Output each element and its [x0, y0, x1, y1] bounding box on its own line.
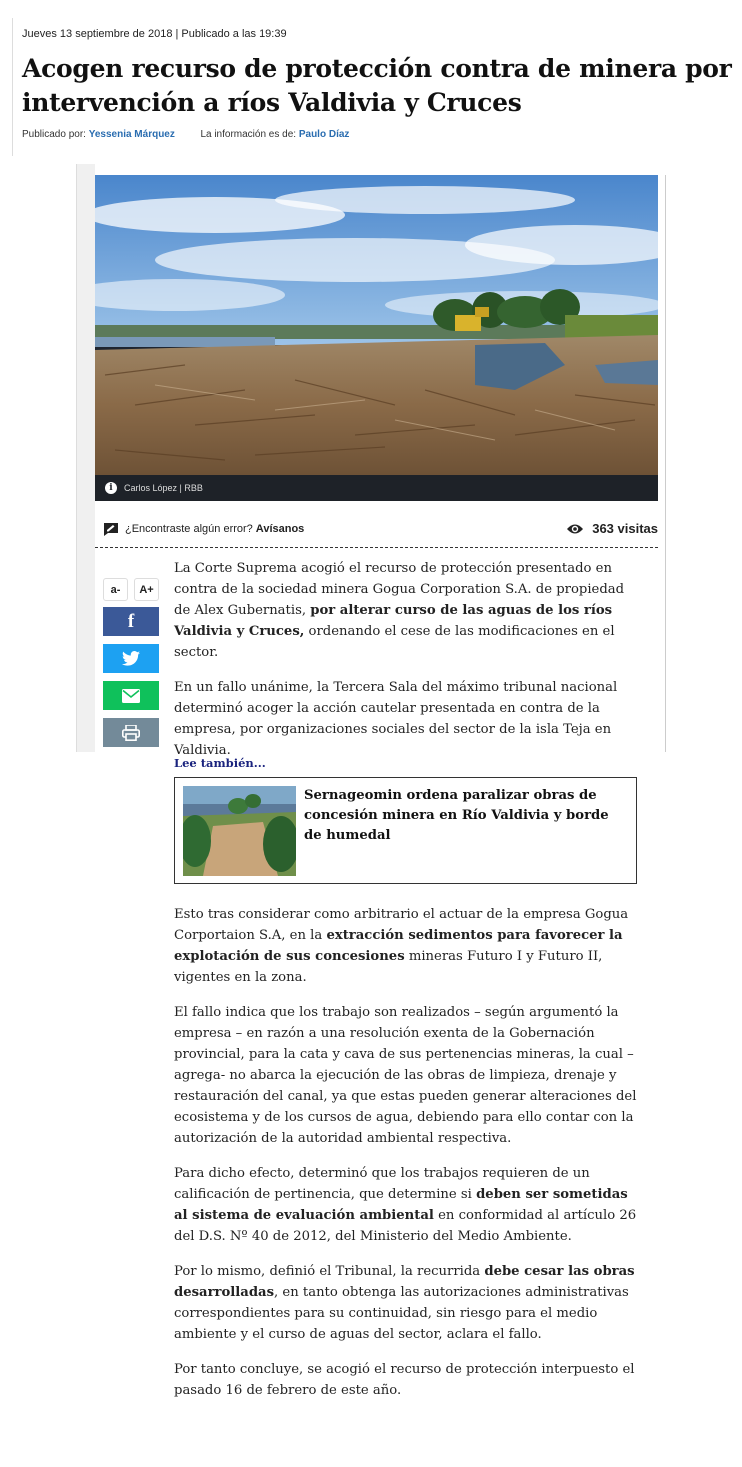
decrease-font-button[interactable]: a- — [103, 578, 128, 601]
article-body-bottom — [174, 904, 644, 1415]
error-question: ¿Encontraste algún error? — [125, 522, 253, 535]
byline — [22, 129, 732, 140]
increase-font-button[interactable]: A+ — [134, 578, 159, 601]
photo-caption-bar — [95, 475, 658, 501]
print-icon — [122, 725, 140, 741]
paragraph: Esto tras considerar como arbitrario el actuar de la empresa Gogua Corportaion S.A, en la extracción sedimentos para favorecer la explotación de sus concesiones mineras Futuro I y Futuro II, vigentes en la zona. — [174, 907, 629, 985]
facebook-share-button[interactable] — [103, 607, 159, 636]
paragraph: En un fallo unánime, la Tercera Sala del máximo tribunal nacional determinó acoger la acción cautelar presentada en contra de la empresa, por organizaciones sociales del sector de la isla Teja en Valdivia. — [174, 680, 618, 758]
article-body-top — [174, 558, 644, 775]
article-photo[interactable] — [95, 175, 658, 501]
photo-credit: Carlos López | RBB — [124, 483, 203, 493]
article-actions — [95, 510, 658, 548]
related-label: Lee también... — [174, 756, 266, 770]
print-button[interactable] — [103, 718, 159, 747]
paragraph: Por tanto concluye, se acogió el recurso de protección interpuesto el pasado 16 de febrero de este año. — [174, 1362, 635, 1398]
share-toolbar — [103, 578, 159, 755]
related-image — [183, 786, 296, 876]
paragraph: El fallo indica que los trabajo son realizados – según argumentó la empresa – en razón a una resolución exenta de la Gobernación provincial, para la cata y cava de sus pertenencias mineras, la cual – agrega- no abarca la ejecución de las obras de limpieza, drenaje y restauración del canal, ya que estas pueden generar alteraciones del ecosistema y de los cursos de agua, debiendo para ello contar con la autorización de la autoridad ambiental respectiva. — [174, 1005, 637, 1146]
left-divider — [76, 164, 77, 752]
report-error-link[interactable]: Avísanos — [255, 522, 305, 535]
visit-counter — [566, 521, 658, 536]
twitter-icon — [122, 651, 140, 666]
paragraph: Por lo mismo, definió el Tribunal, la recurrida debe cesar las obras desarrolladas, en tanto obtenga las autorizaciones administrativas correspondientes para su continuidad, sin riesgo para el medio ambiente y el curso de aguas del sector, aclara el fallo. — [174, 1264, 635, 1342]
related-article-title[interactable]: Sernageomin ordena paralizar obras de concesión minera en Río Valdivia y borde de humedal — [304, 788, 609, 843]
author-link[interactable]: Yessenia Márquez — [88, 129, 175, 140]
related-article-card[interactable] — [174, 777, 637, 884]
published-by-label: Publicado por: — [22, 129, 86, 140]
source-author-link[interactable]: Paulo Díaz — [298, 129, 350, 140]
email-share-button[interactable] — [103, 681, 159, 710]
eye-icon — [566, 523, 584, 535]
info-source-label: La información es de: — [200, 129, 297, 140]
publish-date: Jueves 13 septiembre de 2018 | Publicado a las 19:39 — [22, 28, 287, 40]
info-icon[interactable]: i — [105, 482, 117, 494]
report-error[interactable] — [103, 522, 304, 536]
paragraph: La Corte Suprema acogió el recurso de protección presentado en contra de la sociedad minera Gogua Corporation S.A. de propiedad de Alex Gubernatis, por alterar curso de las aguas de los ríos Valdivia y Cruces, ordenando el cese de las modificaciones en el sector. — [174, 561, 625, 660]
right-divider — [665, 175, 666, 752]
left-gutter — [76, 164, 95, 752]
landscape-image — [95, 175, 658, 475]
font-size-controls — [103, 578, 159, 601]
article-header — [12, 18, 732, 156]
facebook-icon: f — [127, 610, 135, 632]
related-thumbnail[interactable] — [183, 786, 296, 876]
twitter-share-button[interactable] — [103, 644, 159, 673]
visit-count: 363 visitas — [592, 521, 658, 536]
edit-report-icon — [103, 522, 119, 536]
mail-icon — [122, 689, 140, 703]
paragraph: Para dicho efecto, determinó que los trabajos requieren de un calificación de pertinencia, que determine si deben ser sometidas al sistema de evaluación ambiental en conformidad al artículo 26 del D.S. Nº 40 de 2012, del Ministerio del Medio Ambiente. — [174, 1166, 637, 1244]
page-title: Acogen recurso de protección contra de minera por intervención a ríos Valdivia y Cruces — [22, 54, 732, 117]
